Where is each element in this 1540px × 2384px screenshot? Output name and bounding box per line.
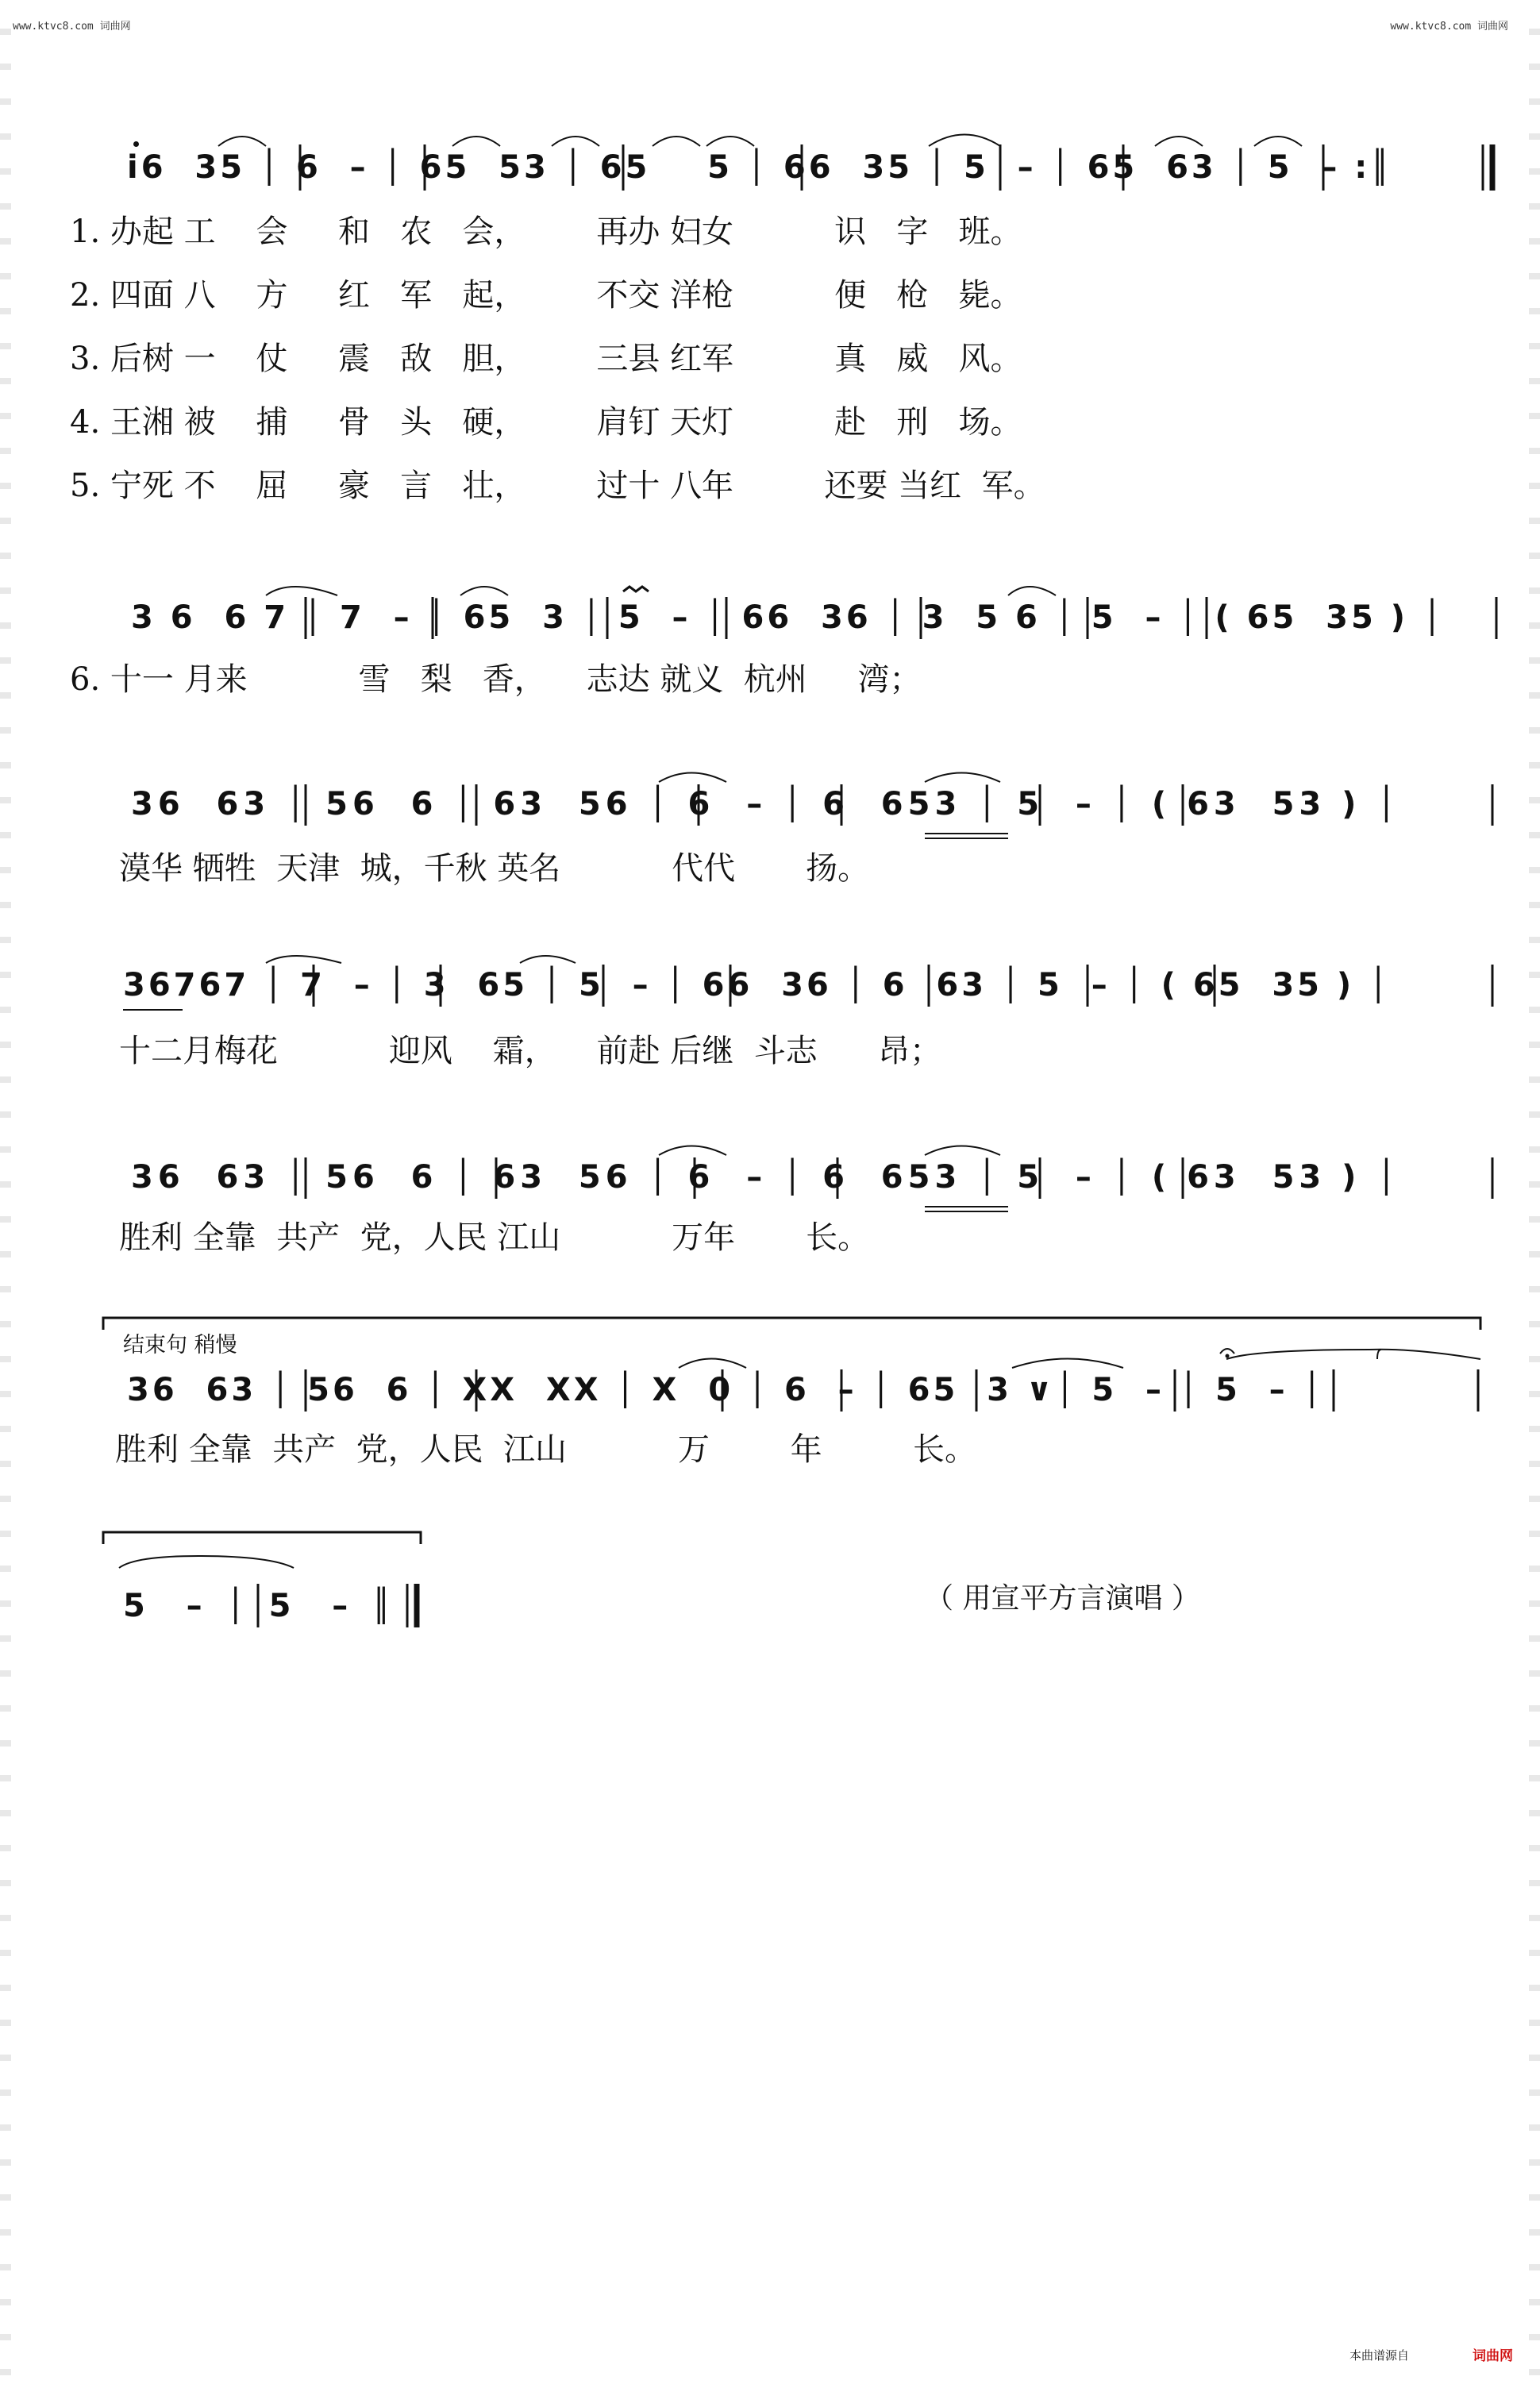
system-3-lyrics: 漠华 牺牲 天津 城，千秋 英名 代代 扬。	[119, 850, 870, 887]
footer-source-label: 本曲谱源自	[1349, 2348, 1410, 2363]
system-4-notation: 36767 │ 7 – │ 3 65 │ 5 – │ 66 36 │ 6 63 │ 5 – │ ( 65 35 ) │	[123, 967, 1392, 1003]
header-watermark-right: www.ktvc8.com 词曲网	[1390, 21, 1508, 33]
system-6-lyrics: 胜利 全靠 共产 党，人民 江山 万 年 长。	[115, 1431, 977, 1468]
system-7-notation: 5 – │ 5 – ║	[123, 1588, 398, 1624]
system-1-verse-1: 1. 办起 工 会 和 农 会， 再办 妇女 识 字 班。	[70, 214, 1022, 250]
system-1-notation: i6 35 │ 6 – │ 65 53 │ 65 5 │ 66 35 │ 5 – │ 65 63 │ 5 – :║	[127, 149, 1393, 186]
dialect-remark: （ 用宣平方言演唱 ）	[925, 1582, 1200, 1615]
header-watermark-left: www.ktvc8.com 词曲网	[13, 21, 131, 33]
system-1-verse-3: 3. 后树 一 仗 震 敌 胆， 三县 红军 真 威 风。	[70, 341, 1022, 377]
footer-site-logo[interactable]: 词曲网	[1473, 2348, 1513, 2364]
system-4-lyrics: 十二月梅花 迎风 霜， 前赴 后继 斗志 昂；	[119, 1033, 942, 1069]
system-3-notation: 36 63 │ 56 6 │ 63 56 │ 6 – │ 6 653 │ 5 – │ ( 63 53 ) │	[131, 786, 1401, 822]
system-2-notation: 3 6 6 7 │ 7 – │ 65 3 │ 5 – │ 66 36 │ 3 5 6 │ 5 – │ ( 65 35 ) │	[131, 599, 1446, 636]
system-2-verse-6: 6. 十一 月来 雪 梨 香， 志达 就义 杭州 湾；	[70, 661, 922, 698]
system-6-notation: 36 63 │ 56 6 │ XX XX │ X 0 │ 6 – │ 65 3 ∨│ 5 – │ 5 – │	[127, 1372, 1325, 1408]
system-1-verse-2: 2. 四面 八 方 红 军 起， 不交 洋枪 便 枪 毙。	[70, 277, 1022, 314]
system-5-notation: 36 63 │ 56 6 │ 63 56 │ 6 – │ 6 653 │ 5 – │ ( 63 53 ) │	[131, 1159, 1401, 1196]
octave-dot	[133, 141, 139, 147]
system-1-verse-4: 4. 王湘 被 捕 骨 头 硬， 肩钉 天灯 赴 刑 场。	[70, 404, 1022, 441]
system-1-verse-5: 5. 宁死 不 屈 豪 言 壮， 过十 八年 还要 当红 军。	[70, 468, 1045, 504]
system-5-lyrics: 胜利 全靠 共产 党，人民 江山 万年 长。	[119, 1219, 870, 1256]
tempo-marking: 结束句 稍慢	[123, 1333, 237, 1358]
